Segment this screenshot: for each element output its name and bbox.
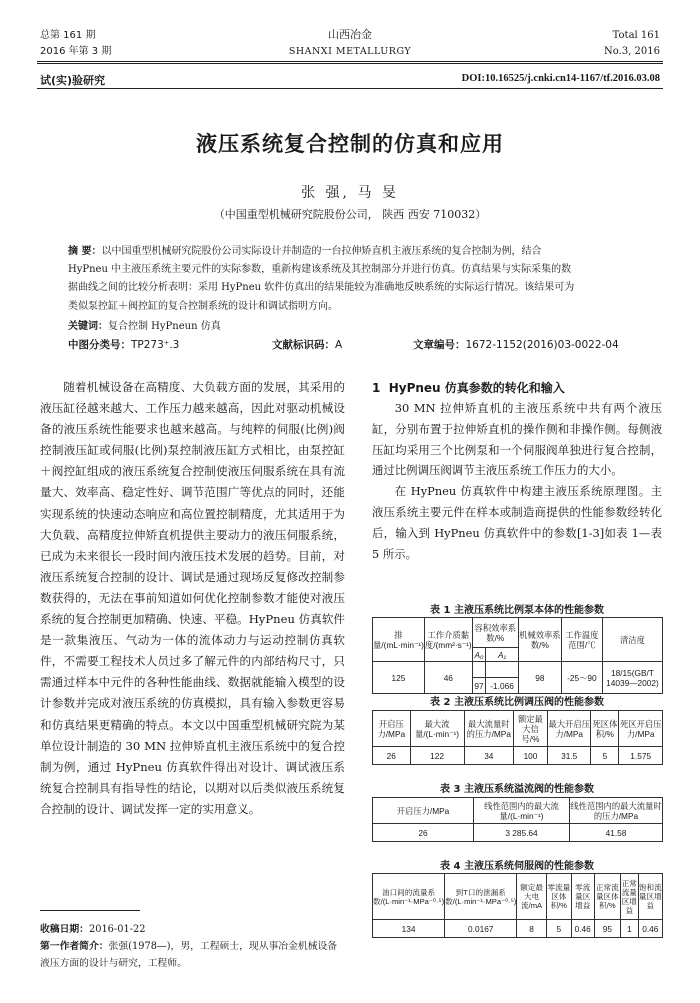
table-2 bbox=[372, 710, 663, 765]
table-header: 正常流量区体积/% bbox=[594, 874, 620, 920]
journal-name: 山西冶金 bbox=[328, 28, 372, 41]
table-3 bbox=[372, 797, 663, 842]
right-column bbox=[372, 378, 662, 564]
table-header: 到T口的泄漏系数/(L·min⁻¹·MPa⁻⁰·⁵) bbox=[445, 874, 517, 920]
section-1-number: 1 bbox=[372, 381, 381, 395]
header-rule bbox=[37, 61, 663, 62]
table-cell: 97 bbox=[472, 678, 486, 694]
table-cell: 0.0167 bbox=[445, 920, 517, 938]
left-column bbox=[40, 377, 345, 820]
table-2-caption: 表 2 主液压系统比例调压阀的性能参数 bbox=[430, 697, 604, 708]
keywords-label: 关键词： bbox=[68, 321, 108, 332]
table-cell: 46 bbox=[424, 662, 472, 694]
clc-value: TP273⁺.3 bbox=[131, 339, 180, 351]
table-cell: 26 bbox=[373, 824, 474, 842]
abstract-line-4: 类似泵控缸＋阀控缸的复合控制系统的设计和调试指明方向。 bbox=[68, 300, 338, 312]
table-cell: 31.5 bbox=[547, 747, 591, 765]
article-no-value: 1672-1152(2016)03-0022-04 bbox=[465, 339, 619, 351]
table-cell: 95 bbox=[594, 920, 620, 938]
table-cell: 100 bbox=[514, 747, 548, 765]
table-cell: 18/15(GB/T 14039—2002) bbox=[602, 662, 662, 694]
doi: DOI:10.16525/j.cnki.cn14-1167/tf.2016.03.08 bbox=[461, 73, 660, 84]
keywords bbox=[68, 317, 221, 332]
doc-code-value: A bbox=[335, 339, 343, 351]
table-cell: 3 285.64 bbox=[474, 824, 570, 842]
table-1 bbox=[372, 617, 663, 694]
table-header: 容积效率系数/% bbox=[472, 618, 518, 648]
table-cell: 1 bbox=[621, 920, 639, 938]
table-header: 排量/(mL·min⁻¹) bbox=[373, 618, 425, 662]
article-no bbox=[413, 337, 619, 352]
table-cell: 34 bbox=[464, 747, 514, 765]
table-cell: 5 bbox=[591, 747, 619, 765]
author-bio-value: 张强(1978—)，男，工程硕士，现从事冶金机械设备液压方面的设计与研究，工程师。 bbox=[40, 941, 338, 969]
keywords-value: 复合控制 HyPneun 仿真 bbox=[108, 321, 221, 332]
table-cell: 125 bbox=[373, 662, 425, 694]
journal-issue-year: 2016 年第 3 期 bbox=[40, 46, 112, 57]
table-1-caption: 表 1 主液压系统比例泵本体的性能参数 bbox=[430, 605, 604, 616]
table-header: 开启压力/MPa bbox=[373, 798, 474, 824]
table-header: 工作介质黏度/(mm²·s⁻¹) bbox=[424, 618, 472, 662]
page-title: 液压系统复合控制的仿真和应用 bbox=[196, 132, 504, 156]
table-subheader: A₀ bbox=[472, 648, 486, 662]
table-header: 清洁度 bbox=[602, 618, 662, 662]
table-header: 死区体积/% bbox=[591, 711, 619, 747]
received-label: 收稿日期： bbox=[40, 924, 89, 935]
table-header: 最大开启压力/MPa bbox=[547, 711, 591, 747]
header-rule-2 bbox=[37, 63, 663, 64]
footnotes bbox=[40, 921, 345, 972]
journal-issue-total: 总第 161 期 bbox=[40, 30, 96, 41]
section-1-paragraph: 30 MN 拉伸矫直机的主液压系统中共有两个液压缸，分别布置于拉伸矫直机的操作侧和非操作侧。每侧液压缸均采用三个比例泵和一个伺服阀单独进行复合控制，通过比例调压阀调节主液压系统工作压力的大小。 bbox=[372, 401, 662, 478]
section-1-body bbox=[372, 398, 662, 564]
table-header: 零流量区增益 bbox=[571, 874, 594, 920]
intro-paragraph: 随着机械设备在高精度、大负载方面的发展，其采用的液压缸径越来越大、工作压力越来越高，因此对驱动机械设备的液压系统性能要求也越来越高。与纯粹的伺服(比例)阀控制液压缸或伺服(比例)泵控制液压缸方式相比，由泵控缸＋阀控缸组成的液压系统复合控制使液压伺服系统在具有流量大、效率高、稳定性好、调节范围广等优点的同时，还能实现系统的快速动态响应和高位置控制精度，尤其适用于为大负载、高精度拉伸矫直机提供主要动力的液压伺服系统，已成为未来很长一段时间内液压技术发展的趋势。目前，对液压系统复合控制的设计、调试是通过现场反复修改控制参数获得的，无法在事前知道如何优化控制参数才能使对液压系统的复合控制更加精确、快速、平稳。HyPneu 仿真软件是一款集液压、气动为一体的流体动力与运动控制仿真软件，不需要工程技术人员过多了解元件的内部结构尺寸，只需通过样本中元件的各种性能曲线、数据就能输入模型的设计参数并完成对液压系统的仿真模拟，具有输入参数更容易和仿真结果更精确的特点。本文以中国重型机械研究院为某单位设计制造的 30 MN 拉伸矫直机主液压系统中的复合控制为例，通过 HyPneu 仿真软件得出对设计、调试液压系统复合控制具有指导性的结论，以期对以后类似液压系统复合控制的设计、调试发挥一定的实用意义。 bbox=[40, 380, 346, 816]
doc-code-label: 文献标识码： bbox=[272, 339, 335, 351]
abstract-line-3: 据曲线之间的比较分析表明：采用 HyPneu 软件仿真出的结果能较为准确地反映系统的实际运行情况。该结果可为 bbox=[68, 282, 575, 294]
received-value: 2016-01-22 bbox=[88, 924, 146, 935]
table-cell: 98 bbox=[518, 662, 561, 694]
table-4-caption: 表 4 主液压系统伺服阀的性能参数 bbox=[440, 861, 594, 872]
table-header: 零流量区体积/% bbox=[546, 874, 571, 920]
table-cell: 0.46 bbox=[638, 920, 662, 938]
table-header: 开启压力/MPa bbox=[373, 711, 411, 747]
doi-rule bbox=[37, 88, 663, 89]
table-cell: -25～90 bbox=[561, 662, 602, 694]
table-header: 额定最大电流/mA bbox=[517, 874, 547, 920]
table-header: 死区开启压力/MPa bbox=[619, 711, 663, 747]
table-header: 油口间的流量系数/(L·min⁻¹·MPa⁻⁰·⁵) bbox=[373, 874, 445, 920]
table-header: 最大流量/(L·min⁻¹) bbox=[410, 711, 464, 747]
table-cell: 26 bbox=[373, 747, 411, 765]
section-1-paragraph: 在 HyPneu 仿真软件中构建主液压系统原理图。主液压系统主要元件在样本或制造商提供的性能参数经转化后，输入到 HyPneu 仿真软件中的参数[1-3]如表 1—表 5 所示。 bbox=[372, 484, 662, 561]
table-cell: 8 bbox=[517, 920, 547, 938]
journal-no-en: No.3, 2016 bbox=[604, 46, 660, 57]
doc-code bbox=[272, 337, 342, 352]
table-cell: 1.575 bbox=[619, 747, 663, 765]
table-header: 饱和流量区增益 bbox=[638, 874, 662, 920]
table-3-caption: 表 3 主液压系统溢流阀的性能参数 bbox=[440, 784, 594, 795]
table-header: 线性范围内的最大流量时的压力/MPa bbox=[570, 798, 663, 824]
table-cell: 134 bbox=[373, 920, 445, 938]
table-header: 正常流量区增益 bbox=[621, 874, 639, 920]
table-header: 额定最大信号/% bbox=[514, 711, 548, 747]
abstract-label: 摘 要： bbox=[68, 246, 102, 257]
clc bbox=[68, 337, 179, 352]
table-cell: 41.58 bbox=[570, 824, 663, 842]
table-header: 线性范围内的最大流量/(L·min⁻¹) bbox=[474, 798, 570, 824]
table-cell: -1.066 bbox=[486, 678, 519, 694]
journal-total-en: Total 161 bbox=[612, 30, 660, 41]
affiliation: （中国重型机械研究院股份公司， 陕西 西安 710032） bbox=[213, 208, 487, 221]
table-header: 最大流量时的压力/MPa bbox=[464, 711, 514, 747]
abstract-line-2: HyPneu 中主液压系统主要元件的实际参数，重新构建该系统及其控制部分并进行仿真。仿真结果与实际采集的数 bbox=[68, 264, 572, 276]
clc-label: 中图分类号： bbox=[68, 339, 131, 351]
abstract-line-1: 以中国重型机械研究院股份公司实际设计并制造的一台拉伸矫直机主液压系统的复合控制为例，结合 bbox=[101, 246, 542, 257]
journal-name-en: SHANXI METALLURGY bbox=[288, 46, 412, 57]
table-cell: 0.46 bbox=[571, 920, 594, 938]
footnote-rule bbox=[40, 910, 140, 911]
table-cell: 5 bbox=[546, 920, 571, 938]
article-no-label: 文章编号： bbox=[413, 339, 466, 351]
table-subheader: A₁ bbox=[486, 648, 519, 662]
table-4 bbox=[372, 873, 663, 938]
table-cell: 122 bbox=[410, 747, 464, 765]
author-bio-label: 第一作者简介： bbox=[40, 941, 109, 952]
section-1-heading bbox=[372, 378, 662, 398]
table-header: 机械效率系数/% bbox=[518, 618, 561, 662]
authors: 张 强, 马 旻 bbox=[301, 185, 399, 201]
section-tag: 试(实)验研究 bbox=[40, 74, 106, 87]
table-header: 工作温度范围/℃ bbox=[561, 618, 602, 662]
abstract bbox=[68, 243, 636, 316]
section-1-title: HyPneu 仿真参数的转化和输入 bbox=[388, 381, 565, 395]
